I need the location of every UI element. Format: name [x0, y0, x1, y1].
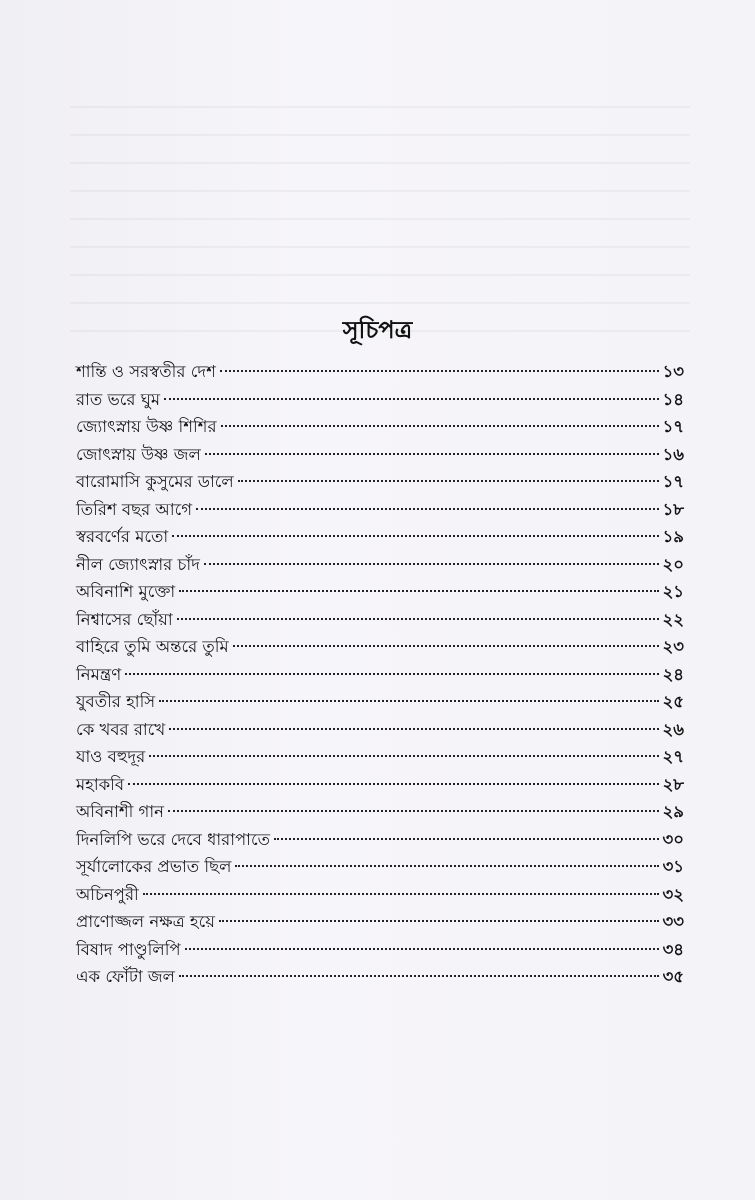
toc-entry	[76, 413, 684, 441]
toc-entry-page: ১৮	[662, 499, 684, 519]
toc-entry-page: ২৫	[662, 692, 684, 711]
toc-entry-title: যুবতীর হাসি	[76, 692, 156, 711]
toc-entry	[76, 688, 684, 716]
toc-entry	[76, 386, 684, 414]
toc-entry-page: ২২	[662, 609, 684, 629]
dot-leader	[128, 783, 659, 785]
toc-entry-title: এক ফোঁটা জল	[76, 967, 175, 986]
toc-entry-title: নীল জ্যোৎস্নার চাঁদ	[76, 554, 200, 574]
dot-leader	[238, 480, 659, 482]
toc-entry	[76, 496, 684, 524]
toc-entry	[76, 578, 684, 606]
toc-entry-page: ২৯	[662, 802, 684, 821]
dot-leader	[149, 755, 658, 757]
show-through-text	[70, 80, 690, 350]
toc-entry-title: জোৎস্নায় উষ্ণ জল	[76, 444, 201, 464]
toc-entry-title: নিমন্ত্রণ	[76, 664, 122, 684]
toc-entry	[76, 661, 684, 689]
toc-entry-page: ৩১	[662, 857, 684, 876]
toc-entry-title: নিশ্বাসের ছোঁয়া	[76, 609, 173, 629]
toc-entry-title: কে খবর রাখে	[76, 719, 166, 739]
toc-entry-page: ১৪	[662, 389, 684, 409]
page-title: সূচিপত্র	[342, 315, 413, 344]
toc-entry	[76, 358, 684, 386]
toc-entry-page: ১৩	[662, 362, 684, 381]
toc-entry-title: শান্তি ও সরস্বতীর দেশ	[76, 362, 216, 381]
toc-entry-page: ১৭	[662, 417, 684, 436]
dot-leader	[179, 590, 658, 592]
toc-entry-page: ২১	[662, 582, 684, 601]
toc-entry	[76, 523, 684, 551]
toc-entry	[76, 716, 684, 744]
dot-leader	[205, 453, 659, 455]
toc-entry	[76, 441, 684, 469]
dot-leader	[220, 370, 659, 372]
toc-entry-page: ২০	[662, 554, 684, 574]
dot-leader	[185, 948, 659, 950]
toc-entry	[76, 468, 684, 496]
toc-entry	[76, 936, 684, 964]
dot-leader	[168, 810, 659, 812]
dot-leader	[274, 838, 659, 840]
toc-entry-title: বিষাদ পাণ্ডুলিপি	[76, 939, 181, 959]
dot-leader	[143, 893, 659, 895]
dot-leader	[221, 425, 659, 427]
toc-entry-page: ২৪	[662, 664, 684, 684]
dot-leader	[204, 563, 659, 565]
dot-leader	[196, 508, 658, 510]
toc-entry-page: ১৬	[662, 444, 684, 464]
dot-leader	[233, 645, 659, 647]
toc-entry-title: অচিনপুরী	[76, 884, 139, 904]
toc-entry-page: ৩৪	[662, 939, 684, 959]
table-of-contents	[76, 358, 684, 991]
dot-leader	[169, 728, 658, 730]
dot-leader	[219, 920, 659, 922]
toc-entry-page: ৩০	[662, 829, 684, 849]
toc-entry	[76, 908, 684, 936]
dot-leader	[164, 398, 658, 400]
toc-entry-page: ৩২	[662, 884, 684, 904]
toc-entry	[76, 963, 684, 991]
toc-entry-title: বাহিরে তুমি অন্তরে তুমি	[76, 637, 229, 656]
toc-entry	[76, 881, 684, 909]
toc-entry-title: স্বরবর্ণের মতো	[76, 527, 169, 546]
toc-entry-title: সূর্যালোকের প্রভাত ছিল	[76, 857, 232, 876]
toc-entry-page: ১৭	[662, 472, 684, 491]
toc-entry	[76, 743, 684, 771]
toc-entry-page: ৩৫	[662, 967, 684, 986]
toc-entry-title: তিরিশ বছর আগে	[76, 499, 193, 519]
toc-entry-title: মহাকবি	[76, 774, 125, 794]
toc-entry-title: দিনলিপি ভরে দেবে ধারাপাতে	[76, 829, 270, 849]
dot-leader	[235, 865, 658, 867]
toc-entry-title: অবিনাশী গান	[76, 802, 165, 821]
dot-leader	[172, 535, 658, 537]
toc-entry	[76, 633, 684, 661]
toc-entry	[76, 826, 684, 854]
toc-entry	[76, 551, 684, 579]
toc-entry	[76, 606, 684, 634]
toc-entry	[76, 771, 684, 799]
toc-entry	[76, 798, 684, 826]
toc-entry-title: বারোমাসি কুসুমের ডালে	[76, 472, 234, 491]
toc-entry-title: রাত ভরে ঘুম	[76, 389, 161, 409]
toc-entry-page: ১৯	[662, 527, 684, 546]
toc-entry-title: প্রাণোজ্জল নক্ষত্র হয়ে	[76, 912, 215, 931]
toc-entry-title: যাও বহুদূর	[76, 747, 146, 766]
toc-entry-page: ২৮	[662, 774, 684, 794]
dot-leader	[177, 618, 659, 620]
toc-entry	[76, 853, 684, 881]
dot-leader	[159, 700, 658, 702]
toc-entry-page: ২৬	[662, 719, 684, 739]
toc-entry-page: ২৩	[662, 637, 684, 656]
dot-leader	[179, 975, 659, 977]
toc-entry-title: অবিনাশি মুক্তো	[76, 582, 176, 601]
toc-entry-title: জ্যোৎস্নায় উষ্ণ শিশির	[76, 417, 217, 436]
toc-entry-page: ৩৩	[662, 912, 684, 931]
toc-entry-page: ২৭	[662, 747, 684, 766]
dot-leader	[125, 673, 658, 675]
